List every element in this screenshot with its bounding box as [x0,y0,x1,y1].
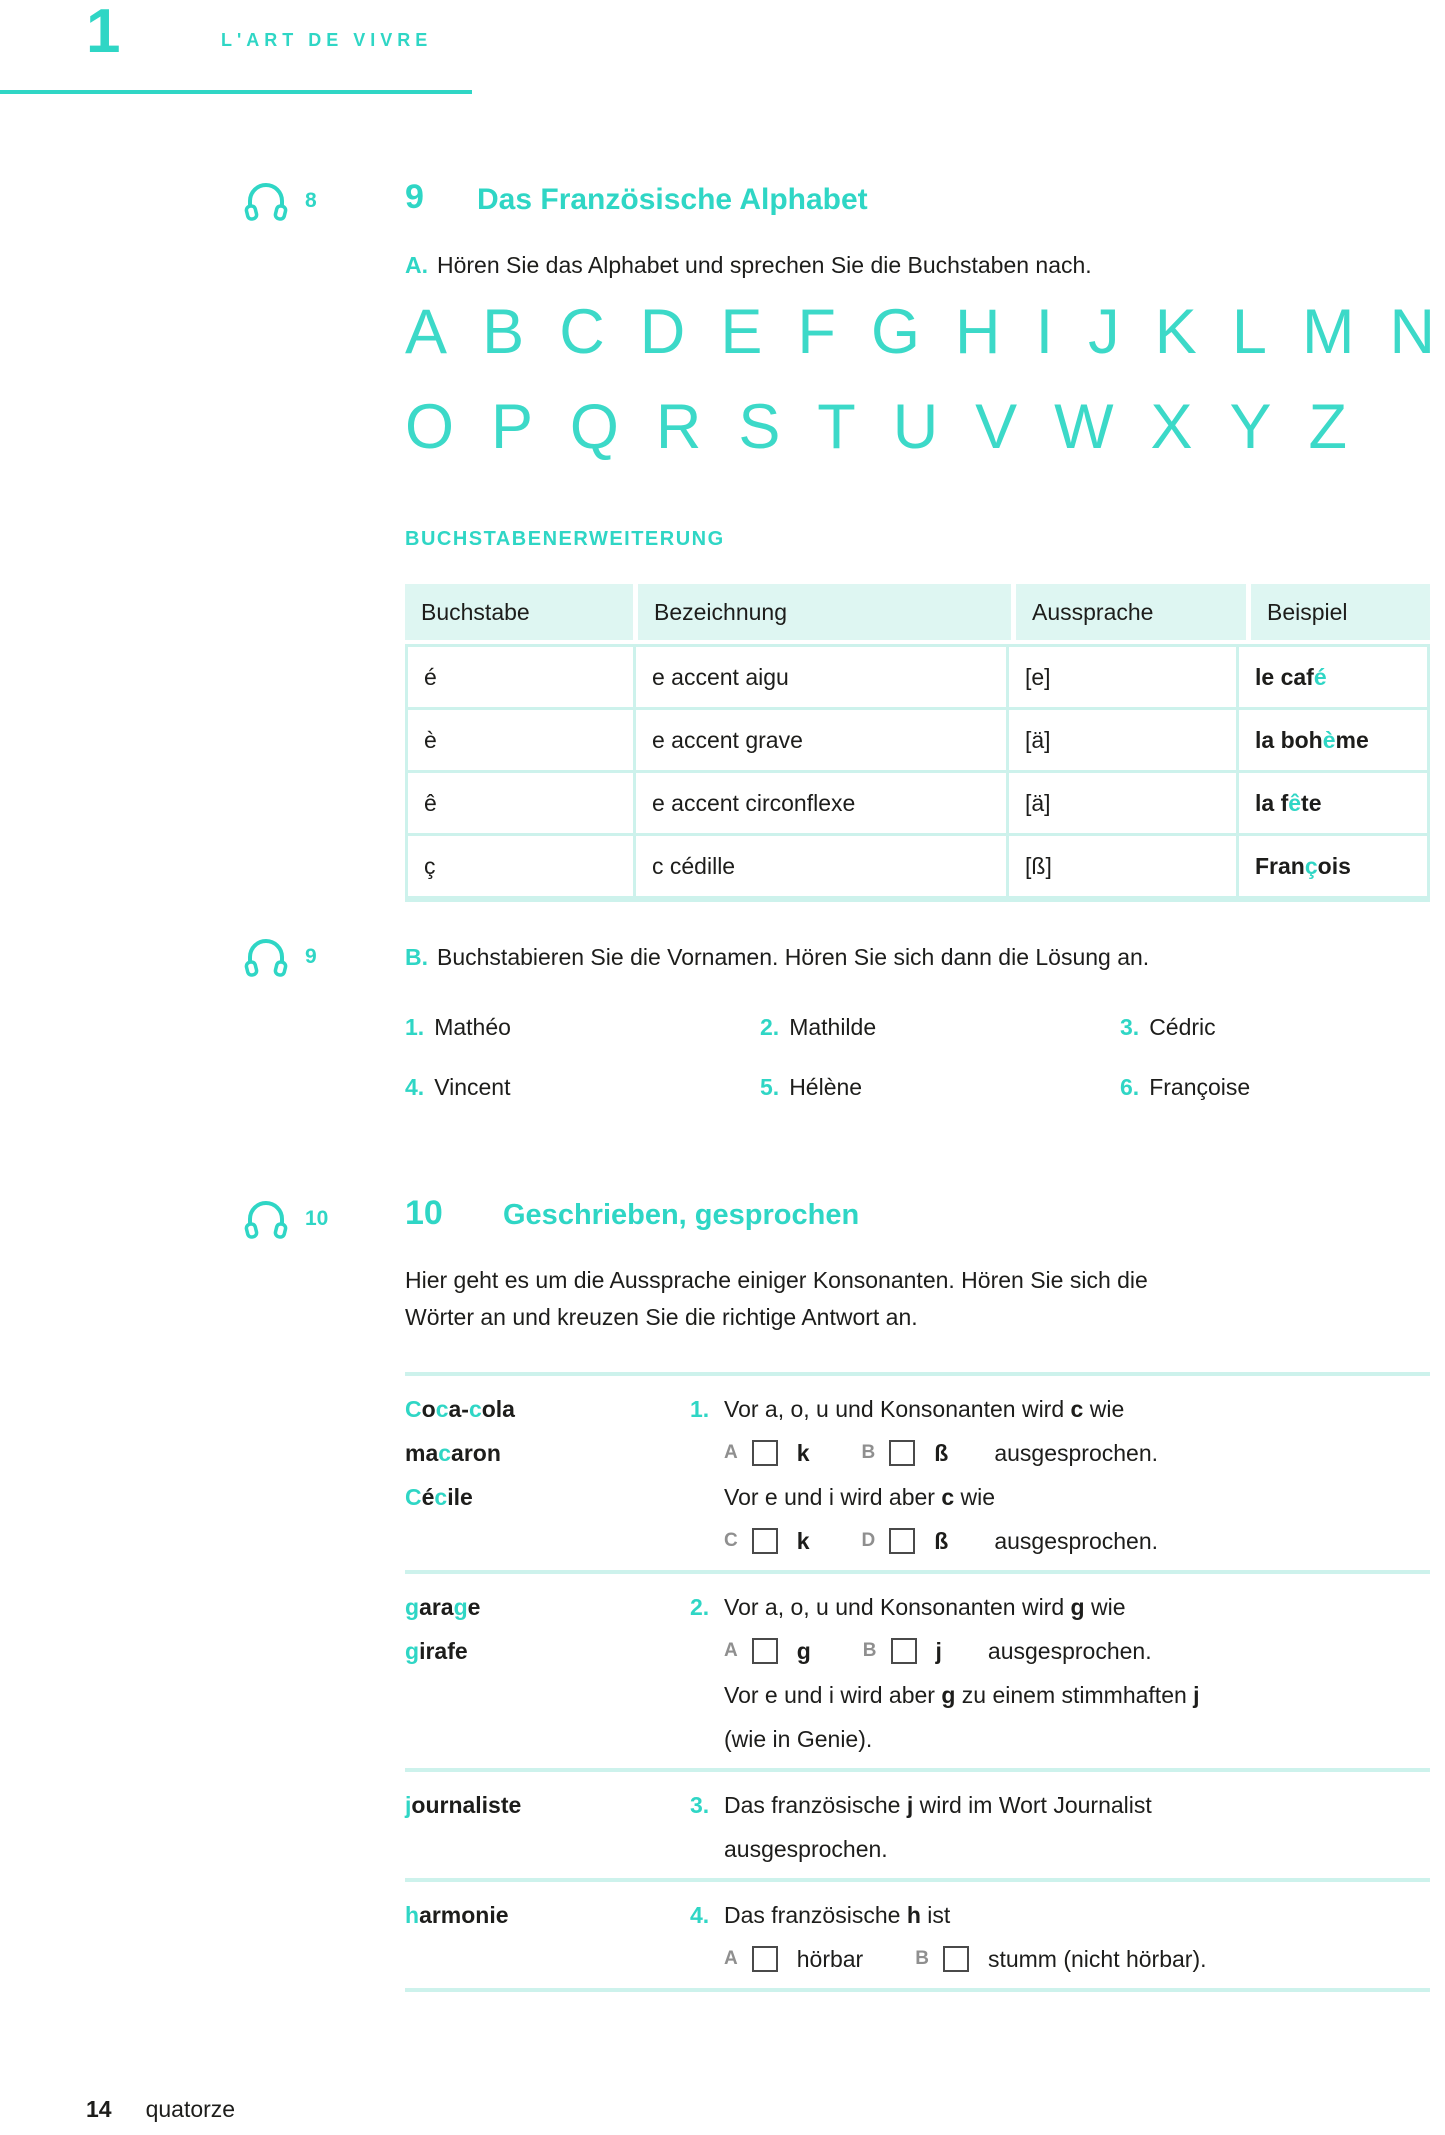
option-label: j [935,1637,942,1664]
item-number: 6. [1120,1074,1140,1100]
question-number: 2. [690,1594,710,1620]
question-number: 3. [690,1792,710,1818]
word-column [405,1387,690,1563]
item-number: 5. [760,1074,780,1100]
intro-line: Wörter an und kreuzen Sie die richtige Antwort an. [405,1304,918,1330]
example-cell: le caf é [1236,647,1427,707]
option-letter: A [724,1640,738,1661]
headphones-icon [243,1198,289,1240]
first-name: Vincent [434,1074,511,1100]
option-label: k [796,1527,810,1554]
headphones-icon [243,180,289,222]
headphones-icon [243,936,289,978]
name-cell: e accent circonflexe [633,773,1006,833]
item-number: 1. [405,1014,425,1040]
audio-badge-track-9 [243,936,317,978]
pronunciation-cell: [ä] [1006,773,1236,833]
word-column [405,1783,690,1871]
question-segment: Vor e und i wird aber g zu einem stimmhaften j [724,1682,1200,1708]
audio-badge-track-8 [243,180,317,222]
checkbox-q1-c[interactable] [752,1528,778,1554]
letter-cell: ê [408,773,633,833]
question-column [690,1387,1430,1563]
part-b-line [405,944,1149,971]
option-letter: A [724,1948,738,1969]
option-letter: D [861,1530,876,1551]
example-word: harmonie [405,1902,509,1928]
example-cell: la f ê te [1236,773,1427,833]
first-name: Mathilde [789,1014,877,1040]
checkbox-q2-b[interactable] [891,1638,917,1664]
example-cell: Fran ç ois [1236,836,1427,896]
list-item [1120,1014,1430,1074]
exercise-9-title: Das Französische Alphabet [477,183,868,216]
question-segment: Vor a, o, u und Konsonanten wird g wie [724,1594,1126,1620]
page-number: 14 [86,2096,112,2122]
option-label: g [796,1637,811,1664]
name-cell: e accent aigu [633,647,1006,707]
first-name: Mathéo [434,1014,511,1040]
audio-track-number: 9 [305,945,317,968]
answer-options [690,1519,1430,1563]
table-row [408,770,1427,833]
checkbox-q2-a[interactable] [752,1638,778,1664]
pronunciation-cell: [ß] [1006,836,1236,896]
option-letter: B [915,1948,929,1969]
option-label: ß [934,1439,949,1466]
column-header: Buchstabe [405,584,633,640]
part-a-text: Hören Sie das Alphabet und sprechen Sie die Buchstaben nach. [437,252,1092,278]
question-number: 1. [690,1396,710,1422]
part-b-text: Buchstabieren Sie die Vornamen. Hören Sie sich dann die Lösung an. [437,944,1150,970]
intro-line: Hier geht es um die Aussprache einiger Konsonanten. Hören Sie sich die [405,1267,1148,1293]
question-column [690,1585,1430,1761]
table-row [408,647,1427,707]
checkbox-q1-a[interactable] [752,1440,778,1466]
question-text [690,1475,1430,1519]
part-a-line [405,252,1092,279]
checkbox-q1-d[interactable] [889,1528,915,1554]
table-subheading: BUCHSTABENERWEITERUNG [405,528,725,550]
list-item [1120,1074,1430,1134]
option-label: stumm (nicht hörbar). [987,1945,1207,1972]
option-letter: B [861,1442,876,1463]
first-name: Françoise [1149,1074,1251,1100]
question-text [690,1585,1430,1629]
column-header: Bezeichnung [633,584,1011,640]
option-label: ß [934,1527,949,1554]
exercise-item [405,1372,1430,1570]
unit-number: 1 [86,0,121,66]
letter-cell: é [408,647,633,707]
table-row [408,707,1427,770]
example-word: girafe [405,1638,468,1664]
checkbox-q4-b[interactable] [943,1946,969,1972]
question-segment: (wie in Genie). [724,1726,873,1752]
first-name: Hélène [789,1074,863,1100]
list-item [405,1074,760,1134]
option-label: hörbar [796,1945,864,1972]
header-rule [0,90,472,94]
question-number: 4. [690,1902,710,1928]
part-b-label: B. [405,944,428,970]
name-cell: c cédille [633,836,1006,896]
exercise-item [405,1878,1430,1992]
alphabet-row-2: O P Q R S T U V W X Y Z [405,392,1347,462]
question-text [690,1673,1430,1717]
letters-table-header [405,584,1430,640]
example-word: garage [405,1594,481,1620]
example-word: journaliste [405,1792,522,1818]
exercise-10-title: Geschrieben, gesprochen [503,1199,860,1231]
item-number: 4. [405,1074,425,1100]
question-text [690,1893,1430,1937]
answer-options [690,1431,1430,1475]
pronunciation-cell: [ä] [1006,710,1236,770]
name-cell: e accent grave [633,710,1006,770]
word-column [405,1585,690,1761]
question-text [690,1717,1430,1761]
part-a-label: A. [405,252,428,278]
item-number: 2. [760,1014,780,1040]
example-word: Cécile [405,1484,473,1510]
page-number-word: quatorze [145,2096,236,2122]
list-item [760,1074,1120,1134]
option-letter: B [862,1640,877,1661]
list-item [760,1014,1120,1074]
first-name: Cédric [1149,1014,1216,1040]
exercise-10-intro [405,1262,1148,1336]
question-segment: Das französische h ist [724,1902,951,1928]
example-cell: la boh è me [1236,710,1427,770]
list-item [405,1014,760,1074]
audio-track-number: 10 [305,1207,329,1230]
question-column [690,1893,1430,1981]
example-word: macaron [405,1440,501,1466]
exercise-item [405,1570,1430,1768]
question-segment: ausgesprochen. [724,1836,888,1862]
option-suffix: ausgesprochen. [994,1527,1159,1554]
letters-table [405,584,1430,902]
pronunciation-exercise-table [405,1372,1430,1992]
option-letter: C [724,1530,738,1551]
page-footer [86,2096,235,2123]
option-letter: A [724,1442,738,1463]
question-text [690,1387,1430,1431]
exercise-10-number: 10 [405,1194,443,1232]
table-row [408,833,1427,896]
question-column [690,1783,1430,1871]
column-header: Beispiel [1246,584,1430,640]
exercise-item [405,1768,1430,1878]
pronunciation-cell: [e] [1006,647,1236,707]
letter-cell: è [408,710,633,770]
question-text [690,1783,1430,1827]
option-suffix: ausgesprochen. [987,1637,1152,1664]
question-segment: Das französische j wird im Wort Journalist [724,1792,1152,1818]
column-header: Aussprache [1011,584,1246,640]
question-text [690,1827,1430,1871]
answer-options [690,1629,1430,1673]
option-suffix: ausgesprochen. [994,1439,1159,1466]
letter-cell: ç [408,836,633,896]
question-segment: Vor e und i wird aber c wie [724,1484,996,1510]
unit-title: L'ART DE VIVRE [221,30,433,50]
names-list [405,1014,1430,1134]
item-number: 3. [1120,1014,1140,1040]
alphabet-row-1: A B C D E F G H I J K L M N [405,297,1435,367]
option-label: k [796,1439,810,1466]
audio-badge-track-10 [243,1198,328,1240]
answer-options [690,1937,1430,1981]
checkbox-q4-a[interactable] [752,1946,778,1972]
exercise-9-number: 9 [405,178,424,216]
checkbox-q1-b[interactable] [889,1440,915,1466]
word-column [405,1893,690,1981]
example-word: Coca-cola [405,1396,515,1422]
audio-track-number: 8 [305,189,317,212]
question-segment: Vor a, o, u und Konsonanten wird c wie [724,1396,1125,1422]
